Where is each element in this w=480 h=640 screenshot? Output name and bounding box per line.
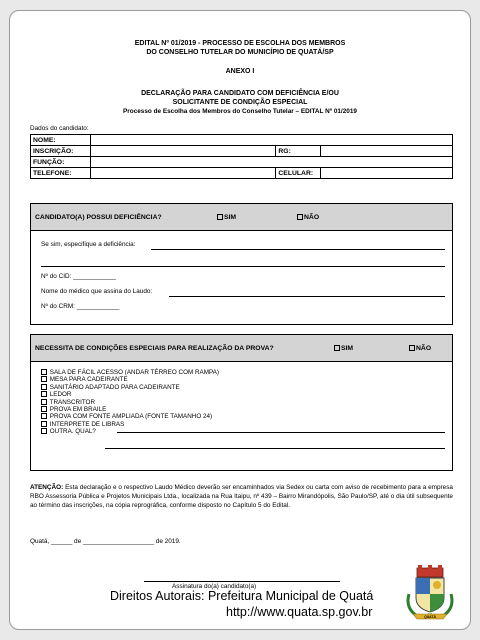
special-yes-option[interactable] [334,345,353,352]
option-sanitario[interactable] [41,384,219,391]
candidate-data-table [30,134,453,179]
telefone-label: TELEFONE: [31,168,91,179]
deficiency-no-checkbox[interactable] [297,214,303,220]
option-checkbox[interactable] [41,428,47,434]
celular-label: CELULAR: [276,168,321,179]
deficiency-no-label: NÃO [304,214,320,221]
option-checkbox[interactable] [41,384,47,390]
inscricao-label: INSCRIÇÃO: [31,146,91,157]
option-sala[interactable] [41,369,219,376]
option-checkbox[interactable] [41,399,47,405]
special-conditions-list [41,369,219,436]
special-conditions-header [31,335,452,362]
option-checkbox[interactable] [41,406,47,412]
attention-paragraph [30,483,453,510]
edital-title-line1: EDITAL Nº 01/2019 - PROCESSO DE ESCOLHA DOS MEMBROS [134,40,346,47]
option-libras[interactable] [41,421,219,428]
special-no-option[interactable] [409,345,431,352]
edital-title-line2: DO CONSELHO TUTELAR DO MUNICÍPIO DE QUATÁ/SP [146,49,334,56]
signature-line[interactable] [144,581,340,582]
date-line[interactable]: Quatá, ______ de ____________________ de 2019. [30,538,181,545]
option-fonte-ampliada[interactable] [41,413,219,420]
special-yes-checkbox[interactable] [334,345,340,351]
specify-label: Se sim, especifique a deficiência: [41,241,136,248]
attention-label: ATENÇÃO: [30,484,64,491]
copyright-text: Direitos Autorais: Prefeitura Municipal de Quatá [110,589,374,603]
annex-title: ANEXO I [225,68,255,75]
nome-label: NOME: [31,135,91,146]
form-page [9,10,471,630]
funcao-label: FUNÇÃO: [31,157,91,168]
special-no-label: NÃO [416,345,432,352]
special-yes-label: SIM [341,345,354,352]
funcao-field[interactable] [90,157,452,168]
attention-text: Esta declaração e o respectivo Laudo Médico deverão ser encaminhados via Sedex ou carta com aviso de recebimento para a empresa RBO Assessoria Pública e Projetos Municipais Ltda., localizada na Rua Itaipu, nº 439 – Bairro Mirandópolis, São Paulo/SP, até o dia útil subsequente ao término das inscrições, na cópia reprográfica, conforme disposto no Capítulo 5 do Edital. [30,484,453,509]
municipal-crest-icon [403,564,457,622]
option-checkbox[interactable] [41,391,47,397]
option-checkbox[interactable] [41,376,47,382]
deficiency-yes-checkbox[interactable] [217,214,223,220]
option-label: PROVA COM FONTE AMPLIADA (FONTE TAMANHO 24) [49,413,213,421]
telefone-field[interactable] [90,168,275,179]
option-label: MESA PARA CADEIRANTE [49,376,128,384]
candidate-section-label: Dados do candidato: [30,125,89,132]
option-transcritor[interactable] [41,399,219,406]
nome-field[interactable] [90,135,452,146]
declaration-title-line2: SOLICITANTE DE CONDIÇÃO ESPECIAL [172,99,308,106]
deficiency-yes-option[interactable] [217,214,236,221]
option-checkbox[interactable] [41,413,47,419]
option-label: SANITÁRIO ADAPTADO PARA CADEIRANTE [49,383,180,391]
option-ledor[interactable] [41,391,219,398]
option-label: PROVA EM BRAILE [49,406,107,414]
inscricao-field[interactable] [90,146,275,157]
special-no-checkbox[interactable] [409,345,415,351]
rg-label: RG: [276,146,321,157]
declaration-title-line1: DECLARAÇÃO PARA CANDIDATO COM DEFICIÊNCIA E/OU [141,90,339,97]
crest-caption: QUATÁ [424,615,436,619]
deficiency-header [31,204,452,231]
celular-field[interactable] [321,168,453,179]
option-checkbox[interactable] [41,369,47,375]
option-label: SALA DE FÁCIL ACESSO (ANDAR TÉRREO COM RAMPA) [49,369,219,376]
deficiency-no-option[interactable] [297,214,319,221]
other-line[interactable] [117,432,445,433]
option-checkbox[interactable] [41,421,47,427]
cid-field[interactable]: Nº do CID: ____________ [41,273,116,280]
special-conditions-question: NECESSITA DE CONDIÇÕES ESPECIAIS PARA REALIZAÇÃO DA PROVA? [35,345,274,352]
website-link[interactable]: http://www.quata.sp.gov.br [226,605,373,619]
option-label: OUTRA. QUAL? [49,428,96,436]
specify-line[interactable] [151,249,445,250]
option-mesa[interactable] [41,376,219,383]
deficiency-section [30,203,453,325]
specify-line-2[interactable] [41,266,445,267]
doctor-label: Nome do médico que assina do Laudo: [41,288,153,295]
doctor-line[interactable] [169,296,445,297]
signature-label: Assinatura do(a) candidato(a) [172,583,257,590]
deficiency-question: CANDIDATO(A) POSSUI DEFICIÊNCIA? [35,214,162,221]
rg-field[interactable] [321,146,453,157]
crm-field[interactable]: Nº do CRM: ____________ [41,303,120,310]
option-label: TRANSCRITOR [49,398,96,406]
special-conditions-section [30,334,453,471]
option-braile[interactable] [41,406,219,413]
option-label: INTERPRETE DE LIBRAS [49,420,125,428]
process-line: Processo de Escolha dos Membros do Conselho Tutelar – EDITAL Nº 01/2019 [123,108,357,115]
deficiency-yes-label: SIM [224,214,237,221]
option-label: LEDOR [49,391,72,399]
other-line-2[interactable] [105,448,445,449]
